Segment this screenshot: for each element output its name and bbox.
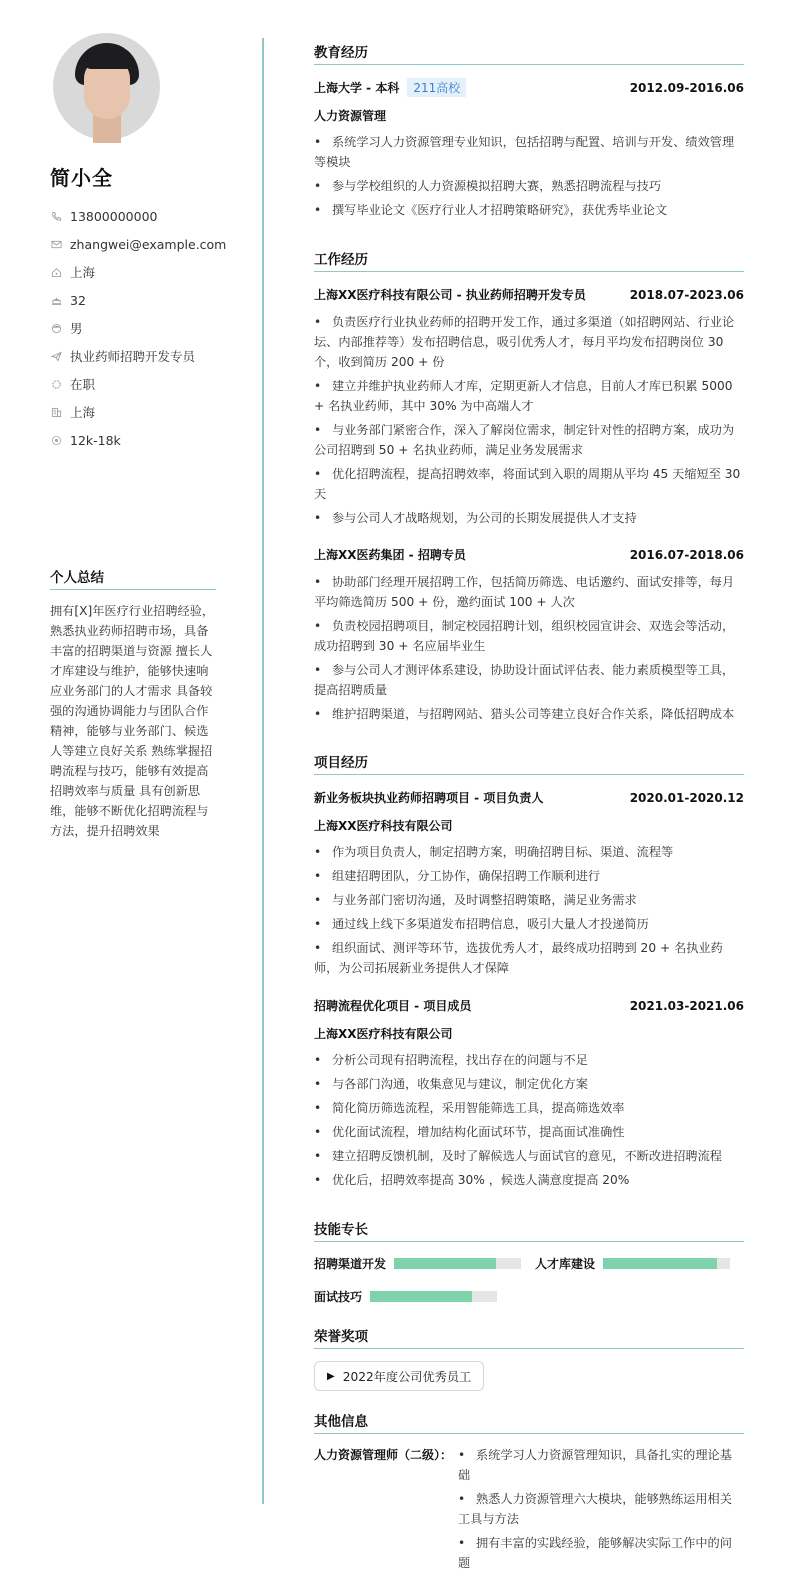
- list-item: • 系统学习人力资源管理知识，具备扎实的理论基础: [458, 1448, 732, 1482]
- info-position: [50, 342, 226, 370]
- status-icon: [50, 378, 62, 390]
- expand-triangle-icon: ▶: [327, 1370, 335, 1382]
- list-item: • 参与学校组织的人力资源模拟招聘大赛，熟悉招聘流程与技巧: [314, 179, 662, 193]
- salary-icon: [50, 434, 62, 446]
- list-item: • 熟悉人力资源管理六大模块，能够熟练运用相关工具与方法: [458, 1492, 732, 1526]
- skill-item: [314, 1255, 521, 1272]
- list-item: • 协助部门经理开展招聘工作，包括简历筛选、电话邀约、面试安排等，每月平均筛选简历 500 + 份，邀约面试 100 + 人次: [314, 575, 735, 609]
- work-title: 工作经历: [314, 248, 744, 272]
- mail-icon: [50, 238, 62, 250]
- skill-label: 面试技巧: [314, 1290, 363, 1304]
- project-company: 上海XX医疗科技有限公司: [314, 1027, 453, 1041]
- list-item: • 作为项目负责人，制定招聘方案，明确招聘目标、渠道、流程等: [314, 845, 674, 859]
- info-status: [50, 370, 226, 398]
- info-email-value: zhangwei@example.com: [70, 236, 227, 252]
- info-salary: [50, 426, 226, 454]
- list-item: • 优化面试流程，增加结构化面试环节，提高面试准确性: [314, 1125, 625, 1139]
- education-title: 教育经历: [314, 41, 744, 65]
- awards-title: 荣誉奖项: [314, 1325, 744, 1349]
- project-heading: 招聘流程优化项目 - 项目成员: [314, 999, 472, 1013]
- certificate-label: 人力资源管理师（二级）：: [314, 1448, 453, 1462]
- education-bullets: [314, 132, 744, 224]
- info-phone-value: 13800000000: [70, 208, 158, 224]
- info-city: [50, 398, 226, 426]
- school-tag: 211高校: [407, 78, 466, 97]
- project-date: 2021.03-2021.06: [629, 998, 744, 1013]
- info-age: [50, 286, 226, 314]
- info-status-value: 在职: [70, 377, 96, 392]
- project-bullets: [314, 1050, 744, 1194]
- certificate-bullets: [458, 1445, 744, 1577]
- project-heading: 新业务板块执业药师招聘项目 - 项目负责人: [314, 791, 544, 805]
- list-item: • 参与公司人才战略规划，为公司的长期发展提供人才支持: [314, 511, 637, 525]
- project-company: 上海XX医疗科技有限公司: [314, 819, 453, 833]
- skill-bar: [603, 1258, 730, 1269]
- list-item: • 组织面试、测评等环节，选拔优秀人才，最终成功招聘到 20 + 名执业药师，为公司拓展新业务提供人才保障: [314, 941, 723, 975]
- list-item: • 负责校园招聘项目，制定校园招聘计划，组织校园宣讲会、双选会等活动，成功招聘到 30 + 名应届毕业生: [314, 619, 735, 653]
- job-bullets: [314, 312, 744, 532]
- list-item: • 建立招聘反馈机制，及时了解候选人与面试官的意见，不断改进招聘流程: [314, 1149, 722, 1163]
- contact-info-list: [50, 202, 226, 454]
- skill-label: 招聘渠道开发: [314, 1257, 387, 1271]
- project-header: [314, 997, 744, 1014]
- skill-label: 人才库建设: [535, 1257, 596, 1271]
- info-salary-value: 12k-18k: [70, 432, 121, 448]
- list-item: • 撰写毕业论文《医疗行业人才招聘策略研究》，获优秀毕业论文: [314, 203, 668, 217]
- other-title: 其他信息: [314, 1410, 744, 1434]
- education-header: [314, 78, 744, 97]
- job-heading: 上海XX医疗科技有限公司 - 执业药师招聘开发专员: [314, 288, 586, 302]
- skill-item: [314, 1288, 497, 1305]
- info-age-value: 32: [70, 292, 86, 308]
- info-location: [50, 258, 226, 286]
- skill-bar: [370, 1291, 497, 1302]
- job-heading: 上海XX医药集团 - 招聘专员: [314, 548, 466, 562]
- info-email: [50, 230, 226, 258]
- job-header: [314, 286, 744, 303]
- award-item-toggle[interactable]: [314, 1361, 484, 1391]
- skill-bar: [394, 1258, 521, 1269]
- list-item: • 建立并维护执业药师人才库，定期更新人才信息，目前人才库已积累 5000 + 名执业药师，其中 30% 为中高端人才: [314, 379, 733, 413]
- info-location-value: 上海: [70, 265, 96, 280]
- info-gender: [50, 314, 226, 342]
- skill-item: [535, 1255, 730, 1272]
- home-icon: [50, 266, 62, 278]
- list-item: • 优化招聘流程，提高招聘效率，将面试到入职的周期从平均 45 天缩短至 30 天: [314, 467, 741, 501]
- send-icon: [50, 350, 62, 362]
- projects-title: 项目经历: [314, 751, 744, 775]
- job-header: [314, 546, 744, 563]
- school-name: 上海大学 - 本科: [314, 81, 400, 95]
- list-item: • 维护招聘渠道，与招聘网站、猎头公司等建立良好合作关系，降低招聘成本: [314, 707, 735, 721]
- candidate-name: 简小全: [50, 166, 113, 190]
- gender-icon: [50, 322, 62, 334]
- job-date: 2018.07-2023.06: [629, 287, 744, 302]
- info-gender-value: 男: [70, 321, 83, 336]
- education-major: 人力资源管理: [314, 109, 387, 123]
- phone-icon: [50, 210, 62, 222]
- list-item: • 与各部门沟通，收集意见与建议，制定优化方案: [314, 1077, 588, 1091]
- project-date: 2020.01-2020.12: [629, 790, 744, 805]
- list-item: • 简化简历筛选流程，采用智能筛选工具，提高筛选效率: [314, 1101, 625, 1115]
- list-item: • 与业务部门紧密合作，深入了解岗位需求，制定针对性的招聘方案，成功为公司招聘到 50 + 名执业药师，满足业务发展需求: [314, 423, 735, 457]
- list-item: • 组建招聘团队，分工协作，确保招聘工作顺利进行: [314, 869, 601, 883]
- job-bullets: [314, 572, 744, 728]
- cake-icon: [50, 294, 62, 306]
- list-item: • 通过线上线下多渠道发布招聘信息，吸引大量人才投递简历: [314, 917, 649, 931]
- sidebar: [0, 0, 264, 1542]
- list-item: • 系统学习人力资源管理专业知识，包括招聘与配置、培训与开发、绩效管理等模块: [314, 135, 735, 169]
- building-icon: [50, 406, 62, 418]
- list-item: • 拥有丰富的实践经验，能够解决实际工作中的问题: [458, 1536, 732, 1570]
- project-bullets: [314, 842, 744, 982]
- award-label: 2022年度公司优秀员工: [342, 1369, 472, 1384]
- job-date: 2016.07-2018.06: [629, 547, 744, 562]
- info-city-value: 上海: [70, 405, 96, 420]
- list-item: • 负责医疗行业执业药师的招聘开发工作，通过多渠道（如招聘网站、行业论坛、内部推荐等）发布招聘信息，吸引优秀人才，每月平均发布招聘岗位 30 个，收到简历 200 + 份: [314, 315, 735, 369]
- education-date: 2012.09-2016.06: [629, 80, 744, 95]
- summary-title: 个人总结: [50, 566, 216, 590]
- skills-title: 技能专长: [314, 1218, 744, 1242]
- project-header: [314, 789, 744, 806]
- avatar: [53, 33, 160, 140]
- list-item: • 优化后，招聘效率提高 30% ，候选人满意度提高 20%: [314, 1173, 630, 1187]
- info-position-value: 执业药师招聘开发专员: [70, 349, 196, 364]
- list-item: • 参与公司人才测评体系建设，协助设计面试评估表、能力素质模型等工具，提高招聘质量: [314, 663, 735, 697]
- column-divider: [262, 38, 264, 1504]
- list-item: • 与业务部门密切沟通，及时调整招聘策略，满足业务需求: [314, 893, 637, 907]
- info-phone: [50, 202, 226, 230]
- summary-text: 拥有[X]年医疗行业招聘经验，熟悉执业药师招聘市场，具备丰富的招聘渠道与资源 擅长人才库建设与维护，能够快速响应业务部门的人才需求 具备较强的沟通协调能力与团队合作精神，能够与业务部门、候选人等建立良好关系 熟练掌握招聘流程与技巧，能够有效提高招聘效率与质量 具有创新思维，能够不断优化招聘流程与方法，提升招聘效果: [50, 604, 215, 838]
- list-item: • 分析公司现有招聘流程，找出存在的问题与不足: [314, 1053, 588, 1067]
